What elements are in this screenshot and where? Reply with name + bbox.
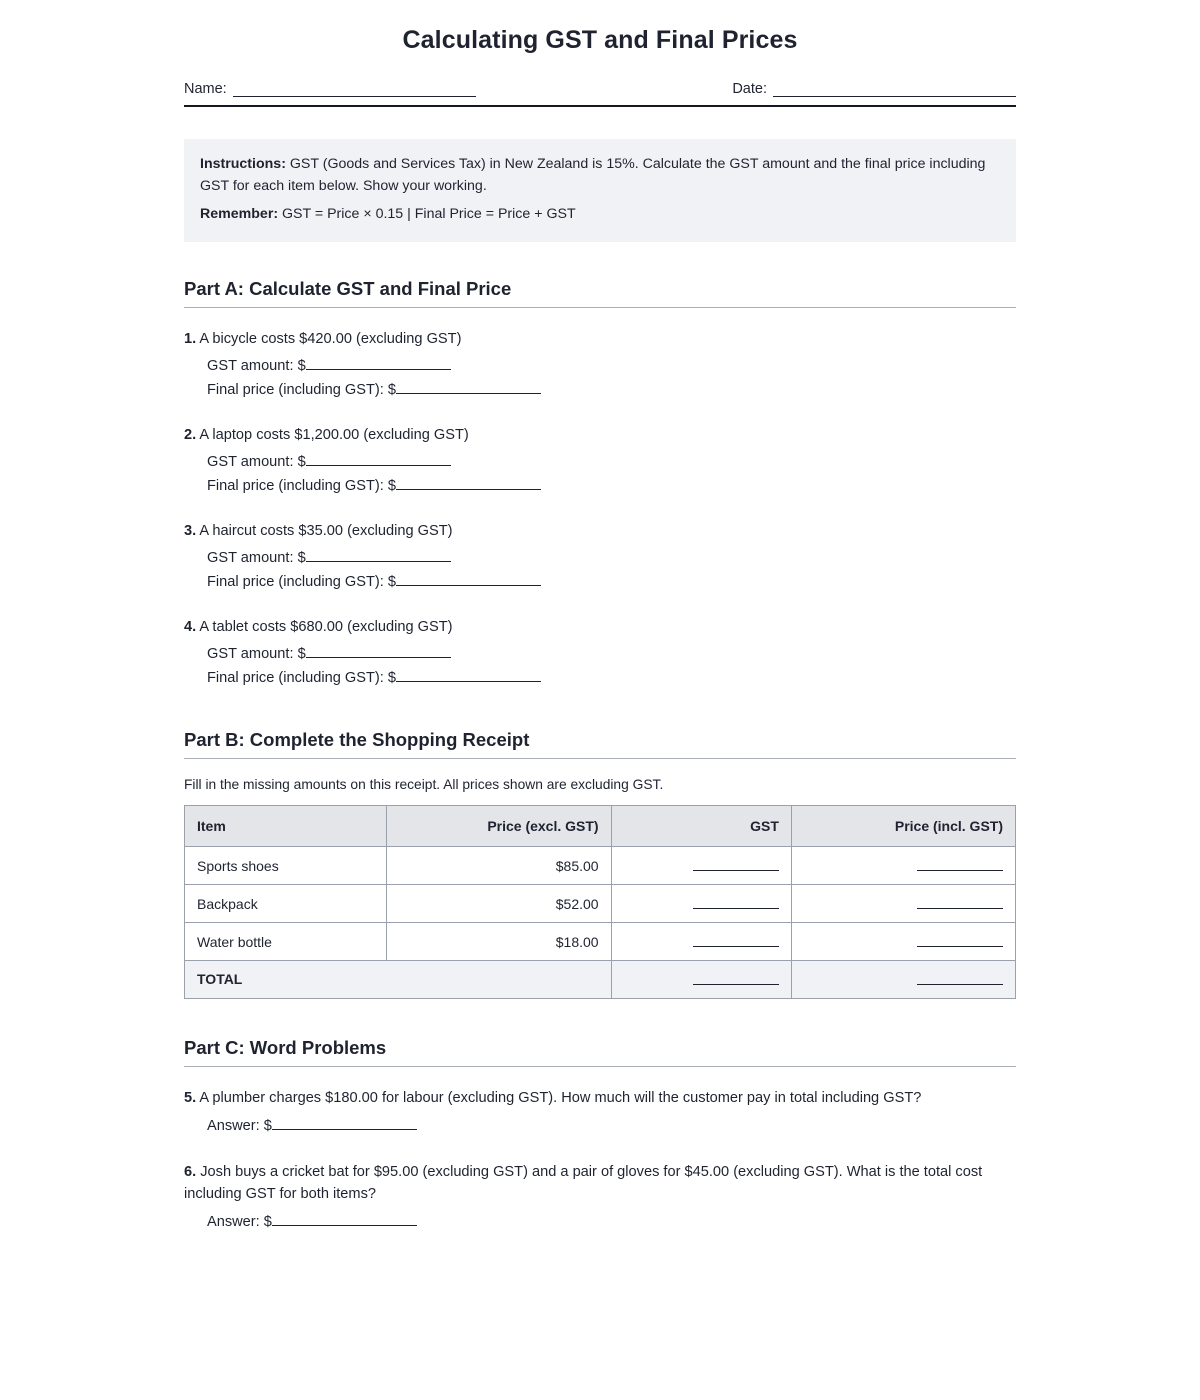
gst-amount-line <box>207 451 1016 475</box>
question-item <box>184 425 1016 499</box>
gst-amount-label: GST amount: $ <box>207 454 306 471</box>
page-title: Calculating GST and Final Prices <box>402 26 798 54</box>
header-divider <box>184 105 1016 107</box>
gst-amount-label: GST amount: $ <box>207 550 306 567</box>
gst-amount-blank[interactable] <box>306 645 451 658</box>
part-b-intro: Fill in the missing amounts on this receipt. All prices shown are excluding GST. <box>184 776 664 792</box>
question-body: A laptop costs $1,200.00 (excluding GST) <box>199 426 469 443</box>
table-row <box>185 922 1016 960</box>
receipt-table-head <box>185 805 1016 846</box>
remember-paragraph <box>200 204 1000 226</box>
name-field-group <box>184 81 476 97</box>
cell-price-incl-blank[interactable] <box>791 884 1015 922</box>
answer-lines <box>184 547 1016 594</box>
question-item <box>184 617 1016 691</box>
question-number: 4. <box>184 618 197 635</box>
final-price-label: Final price (including GST): $ <box>207 670 396 687</box>
table-header-row <box>185 805 1016 846</box>
instructions-paragraph <box>200 154 1000 197</box>
answer-blank[interactable] <box>272 1213 417 1226</box>
question-text-row <box>184 617 1016 638</box>
answer-line <box>184 1115 1016 1139</box>
answer-lines <box>184 451 1016 498</box>
gst-blank-line[interactable] <box>693 935 779 947</box>
cell-total-incl-blank[interactable] <box>791 960 1015 998</box>
gst-amount-blank[interactable] <box>306 357 451 370</box>
word-problem-text-row <box>184 1161 1016 1205</box>
column-header-price-excl: Price (excl. GST) <box>386 805 611 846</box>
date-field-group <box>732 81 1016 97</box>
table-total-row <box>185 960 1016 998</box>
name-label: Name: <box>184 81 227 97</box>
final-price-blank[interactable] <box>396 381 541 394</box>
gst-blank-line[interactable] <box>693 897 779 909</box>
date-input-line[interactable] <box>773 83 1016 97</box>
cell-total-label: TOTAL <box>185 960 612 998</box>
gst-amount-line <box>207 355 1016 379</box>
cell-item-name: Sports shoes <box>185 846 387 884</box>
question-item <box>184 521 1016 595</box>
final-price-blank[interactable] <box>396 669 541 682</box>
gst-amount-line <box>207 547 1016 571</box>
word-problem-number: 6. <box>184 1163 197 1180</box>
total-incl-blank-line[interactable] <box>917 973 1003 985</box>
total-gst-blank-line[interactable] <box>693 973 779 985</box>
word-problem-number: 5. <box>184 1089 197 1106</box>
section-heading-part-a: Part A: Calculate GST and Final Price <box>184 278 1016 308</box>
cell-price-excl: $52.00 <box>386 884 611 922</box>
name-input-line[interactable] <box>233 83 476 97</box>
word-problem-text-row <box>184 1087 1016 1109</box>
final-price-line <box>207 475 1016 499</box>
word-problem-item <box>184 1161 1016 1235</box>
date-label: Date: <box>732 81 767 97</box>
instructions-body: GST (Goods and Services Tax) in New Zealand is 15%. Calculate the GST amount and the final price including GST for each item below. Show your working. <box>200 156 986 194</box>
part-a-question-list <box>184 329 1016 691</box>
final-price-label: Final price (including GST): $ <box>207 382 396 399</box>
word-problem-item <box>184 1087 1016 1139</box>
column-header-price-incl: Price (incl. GST) <box>791 805 1015 846</box>
answer-line <box>184 1211 1016 1235</box>
question-number: 2. <box>184 426 197 443</box>
table-row <box>185 884 1016 922</box>
cell-gst-blank[interactable] <box>611 922 791 960</box>
cell-item-name: Water bottle <box>185 922 387 960</box>
answer-label: Answer: $ <box>207 1213 272 1230</box>
question-body: A bicycle costs $420.00 (excluding GST) <box>199 330 462 347</box>
price-incl-blank-line[interactable] <box>917 897 1003 909</box>
cell-gst-blank[interactable] <box>611 884 791 922</box>
section-heading-part-c: Part C: Word Problems <box>184 1037 1016 1067</box>
remember-body: GST = Price × 0.15 | Final Price = Price + GST <box>282 206 576 223</box>
question-text-row <box>184 425 1016 446</box>
receipt-table-body <box>185 846 1016 998</box>
question-text-row <box>184 521 1016 542</box>
cell-price-incl-blank[interactable] <box>791 846 1015 884</box>
instructions-box <box>184 139 1016 242</box>
gst-amount-label: GST amount: $ <box>207 646 306 663</box>
section-heading-part-b: Part B: Complete the Shopping Receipt <box>184 729 1016 759</box>
question-body: A haircut costs $35.00 (excluding GST) <box>199 522 453 539</box>
word-problem-body: A plumber charges $180.00 for labour (excluding GST). How much will the customer pay in total including GST? <box>199 1089 922 1106</box>
cell-price-incl-blank[interactable] <box>791 922 1015 960</box>
price-incl-blank-line[interactable] <box>917 935 1003 947</box>
instructions-label: Instructions: <box>200 156 286 172</box>
column-header-item: Item <box>185 805 387 846</box>
final-price-line <box>207 571 1016 595</box>
final-price-blank[interactable] <box>396 573 541 586</box>
answer-lines <box>184 355 1016 402</box>
question-text-row <box>184 329 1016 350</box>
question-number: 3. <box>184 522 197 539</box>
gst-blank-line[interactable] <box>693 859 779 871</box>
question-body: A tablet costs $680.00 (excluding GST) <box>199 618 453 635</box>
final-price-label: Final price (including GST): $ <box>207 574 396 591</box>
cell-gst-blank[interactable] <box>611 846 791 884</box>
price-incl-blank-line[interactable] <box>917 859 1003 871</box>
question-number: 1. <box>184 330 197 347</box>
receipt-table <box>184 805 1016 999</box>
final-price-blank[interactable] <box>396 477 541 490</box>
answer-blank[interactable] <box>272 1117 417 1130</box>
final-price-label: Final price (including GST): $ <box>207 478 396 495</box>
gst-amount-blank[interactable] <box>306 453 451 466</box>
remember-label: Remember: <box>200 206 279 223</box>
answer-label: Answer: $ <box>207 1117 272 1134</box>
gst-amount-line <box>207 643 1016 667</box>
cell-price-excl: $18.00 <box>386 922 611 960</box>
name-date-row <box>184 81 1016 103</box>
final-price-line <box>207 379 1016 403</box>
answer-lines <box>184 643 1016 690</box>
cell-total-gst-blank[interactable] <box>611 960 791 998</box>
cell-price-excl: $85.00 <box>386 846 611 884</box>
table-row <box>185 846 1016 884</box>
final-price-line <box>207 667 1016 691</box>
gst-amount-label: GST amount: $ <box>207 358 306 375</box>
word-problem-body: Josh buys a cricket bat for $95.00 (excluding GST) and a pair of gloves for $45.00 (excluding GST). What is the total cost including GST for both items? <box>184 1163 983 1202</box>
cell-item-name: Backpack <box>185 884 387 922</box>
gst-amount-blank[interactable] <box>306 549 451 562</box>
part-c-question-list <box>184 1087 1016 1235</box>
column-header-gst: GST <box>611 805 791 846</box>
question-item <box>184 329 1016 403</box>
